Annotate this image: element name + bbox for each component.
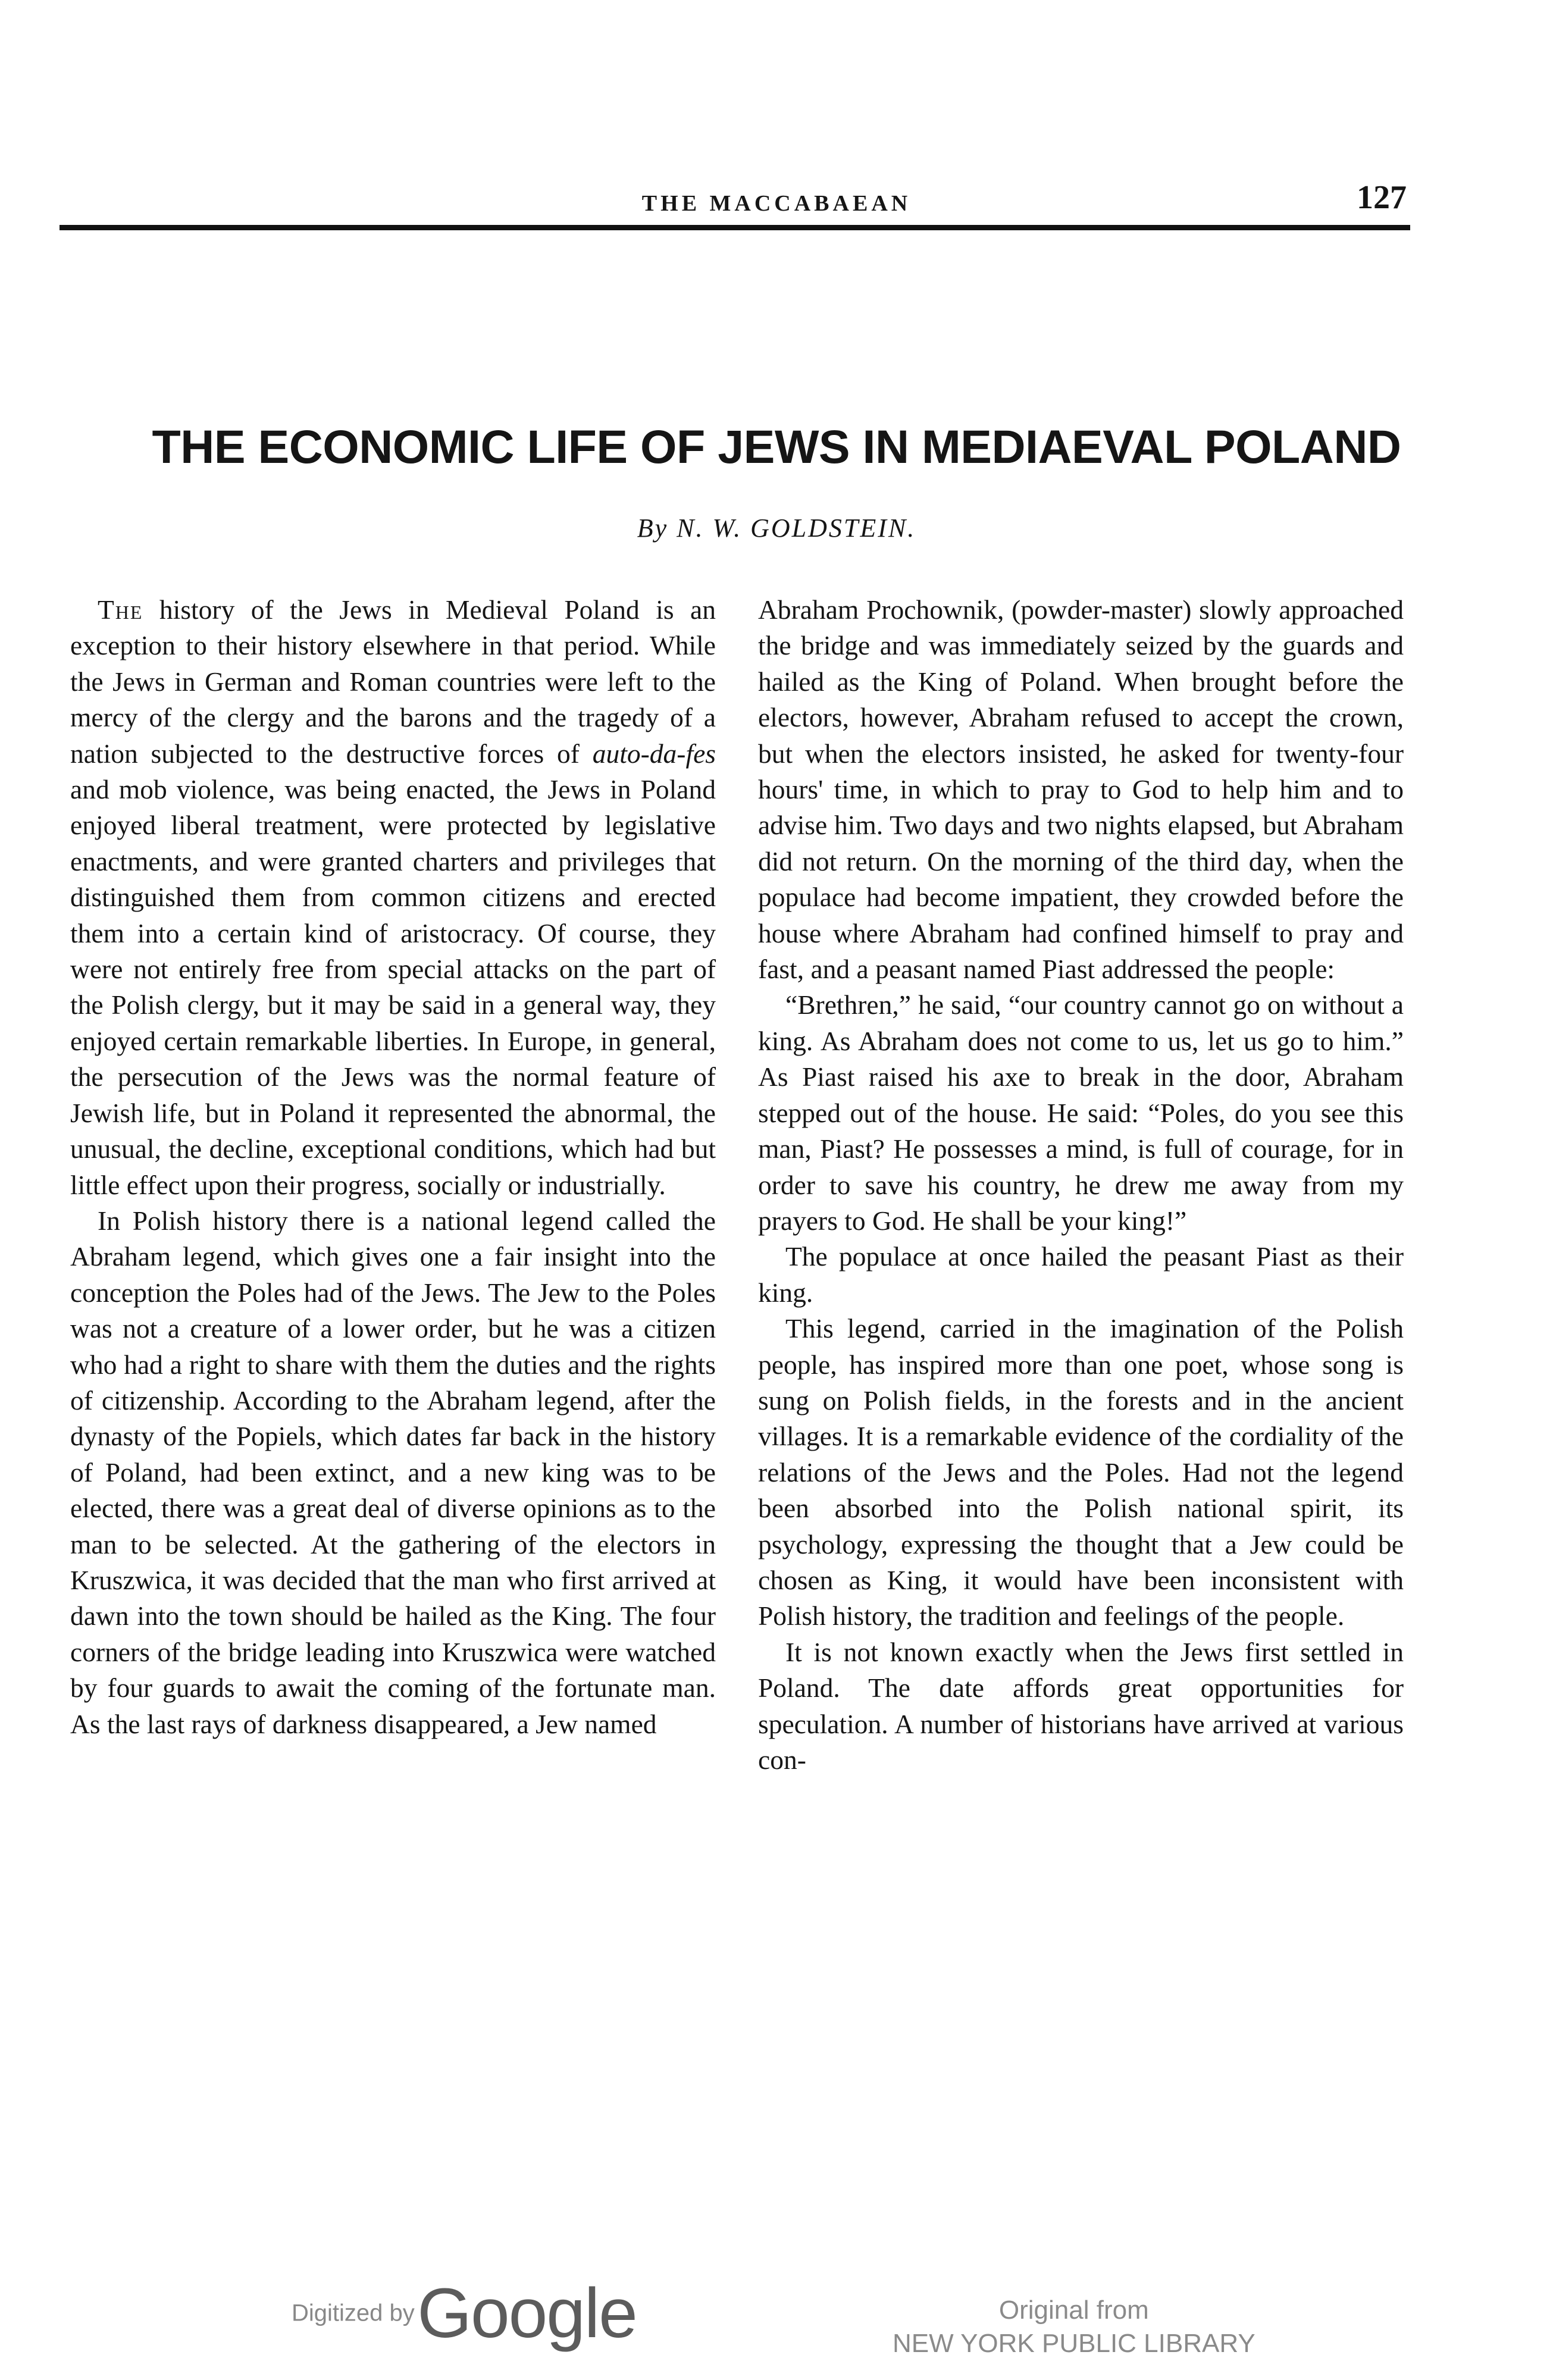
running-head: THE MACCABAEAN — [641, 191, 912, 216]
original-from-label: Original from — [998, 2296, 1149, 2325]
paragraph: “Brethren,” he said, “our country cannot go on without a king. As Abraham does not come to us, let us go to him.” As Piast raised his axe to break in the door, Abraham stepped out of the house. He said: “Poles, do you see this man, Piast? He possesses a mind, is full of courage, for in order to save his country, he drew me away from my prayers to God. He shall be your king!” — [758, 989, 1404, 1236]
lead-word: The — [98, 594, 143, 625]
paragraph: This legend, carried in the imagination of the Polish people, has inspired more than one poet, whose song is sung on Polish fields, in the forests and in the ancient villages. It is a remarkable evidence of the cordiality of the relations of the Jews and the Poles. Had not the legend been absorbed into the Polish national spirit, its psychology, expressing the thought that a Jew could be chosen as King, it would have been inconsistent with Polish history, the tradition and feelings of the people. — [758, 1313, 1404, 1631]
paragraph-text: history of the Jews in Medieval Poland is an exception to their history elsewhere in that period. While the Jews in German and Roman countries were left to the mercy of the clergy and the barons and the tragedy of a nation subjected to the destructive forces of — [70, 594, 716, 769]
library-name: NEW YORK PUBLIC LIBRARY — [893, 2329, 1255, 2358]
page-number: 127 — [1357, 179, 1407, 216]
digitized-label: Digitized by — [292, 2300, 415, 2326]
digitized-by-google — [292, 2273, 637, 2354]
library-credit — [893, 2294, 1255, 2360]
header-rule — [60, 225, 1410, 230]
column-left — [70, 592, 716, 1742]
paragraph: The populace at once hailed the peasant Piast as their king. — [758, 1241, 1404, 1308]
column-right — [758, 592, 1404, 1778]
emphasis-text: auto-da-fes — [592, 738, 716, 769]
paragraph: Abraham Prochownik, (powder-master) slowly approached the bridge and was immediately seized by the guards and hailed as the King of Poland. When brought before the electors, however, Abraham refused to accept the crown, but when the electors insisted, he asked for twenty-four hours' time, in which to pray to God to help him and to advise him. Two days and two nights elapsed, but Abraham did not return. On the morning of the third day, when the populace had become impatient, they crowded before the house where Abraham had confined himself to pray and fast, and a peasant named Piast addressed the people: — [758, 594, 1404, 985]
article-title: THE ECONOMIC LIFE OF JEWS IN MEDIAEVAL POLAND — [152, 420, 1401, 473]
article-byline: By N. W. GOLDSTEIN. — [637, 513, 916, 543]
paragraph: In Polish history there is a national legend called the Abraham legend, which gives one a fair insight into the conception the Poles had of the Jews. The Jew to the Poles was not a creature of a lower order, but he was a citizen who had a right to share with them the duties and the rights of citizenship. According to the Abraham legend, after the dynasty of the Popiels, which dates far back in the history of Poland, had been extinct, and a new king was to be elected, there was a great deal of diverse opinions as to the man to be selected. At the gathering of the electors in Kruszwica, it was decided that the man who first arrived at dawn into the town should be hailed as the King. The four corners of the bridge leading into Kruszwica were watched by four guards to await the coming of the fortunate man. As the last rays of darkness disappeared, a Jew named — [70, 1205, 716, 1739]
paragraph — [70, 592, 716, 1203]
paragraph: It is not known exactly when the Jews first settled in Poland. The date affords great opportunities for speculation. A number of historians have arrived at various con- — [758, 1636, 1404, 1775]
paragraph-text: and mob violence, was being enacted, the Jews in Poland enjoyed liberal treatment, were protected by legislative enactments, and were granted charters and privileges that distinguished them from common citizens and erected them into a certain kind of aristocracy. Of course, they were not entirely free from special attacks on the part of the Polish clergy, but it may be said in a general way, they enjoyed certain remarkable liberties. In Europe, in general, the persecution of the Jews was the normal feature of Jewish life, but in Poland it represented the abnormal, the unusual, the decline, exceptional conditions, which had but little effect upon their progress, socially or industrially. — [70, 774, 716, 1200]
google-logo: Google — [417, 2274, 637, 2353]
